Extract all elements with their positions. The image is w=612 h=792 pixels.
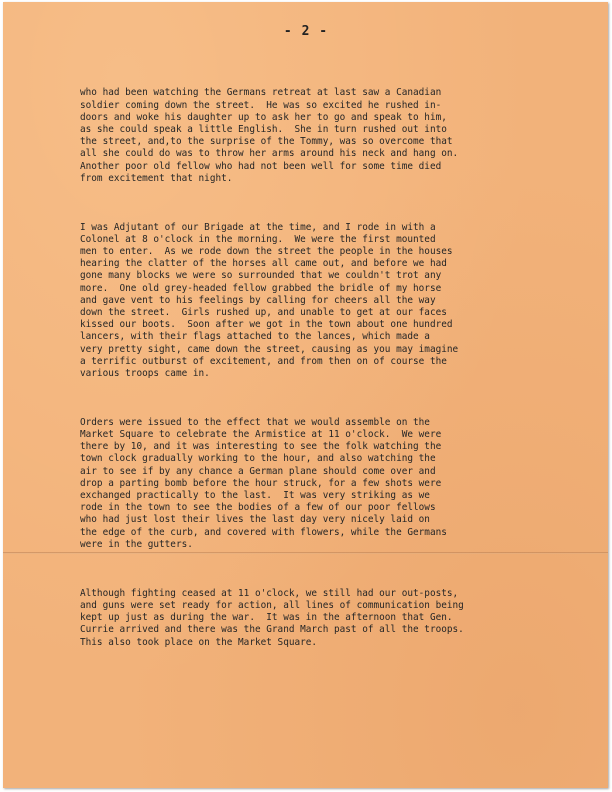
- page-number: - 2 -: [283, 24, 329, 39]
- document-body: [80, 63, 580, 673]
- paragraph-4: Although fighting ceased at 11 o'clock, we still had our out-posts, and guns were set ready for action, all lines of communication being kept up just as during the war. It was in the afternoon that Gen. Currie arrived and there was the Grand March past of all the troops. This also took place on the Market Square.: [80, 587, 464, 648]
- paragraph-3: Orders were issued to the effect that we would assemble on the Market Square to celebrate the Armistice at 11 o'clock. We were there by 10, and it was interesting to see the folk watching the town clock gradually working to the hour, and also watching the air to see if by any chance a German plane should come over and drop a parting bomb before the hour struck, for a few shots were exchanged practically to the last. It was very striking as we rode in the town to see the bodies of a few of our poor fellows who had just lost their lives the last day very nicely laid on the edge of the curb, and covered with flowers, while the Germans were in the gutters.: [80, 416, 447, 550]
- paragraph-1: who had been watching the Germans retreat at last saw a Canadian soldier coming down the street. He was so excited he rushed in- doors and woke his daughter up to ask her to go and speak to him, as she could speak a little English. She in turn rushed out into the street, and,to the surprise of the Tommy, was so overcome that all she could do was to throw her arms around his neck and hang on. Another poor old fellow who had not been well for some time died from excitement that night.: [80, 87, 459, 184]
- paragraph-2: I was Adjutant of our Brigade at the time, and I rode in with a Colonel at 8 o'clock in the morning. We were the first mounted men to enter. As we rode down the street the people in the houses hearing the clatter of the horses all came out, and before we had gone many blocks we were so surrounded that we couldn't trot any more. One old grey-headed fellow grabbed the bridle of my horse and gave vent to his feelings by calling for cheers all the way down the street. Girls rushed up, and unable to get at our faces kissed our boots. Soon after we got in the town about one hundred lancers, with their flags attached to the lances, which made a very pretty sight, came down the street, causing as you may imagine a terrific outburst of excitement, and from then on of course the various troops came in.: [80, 221, 459, 380]
